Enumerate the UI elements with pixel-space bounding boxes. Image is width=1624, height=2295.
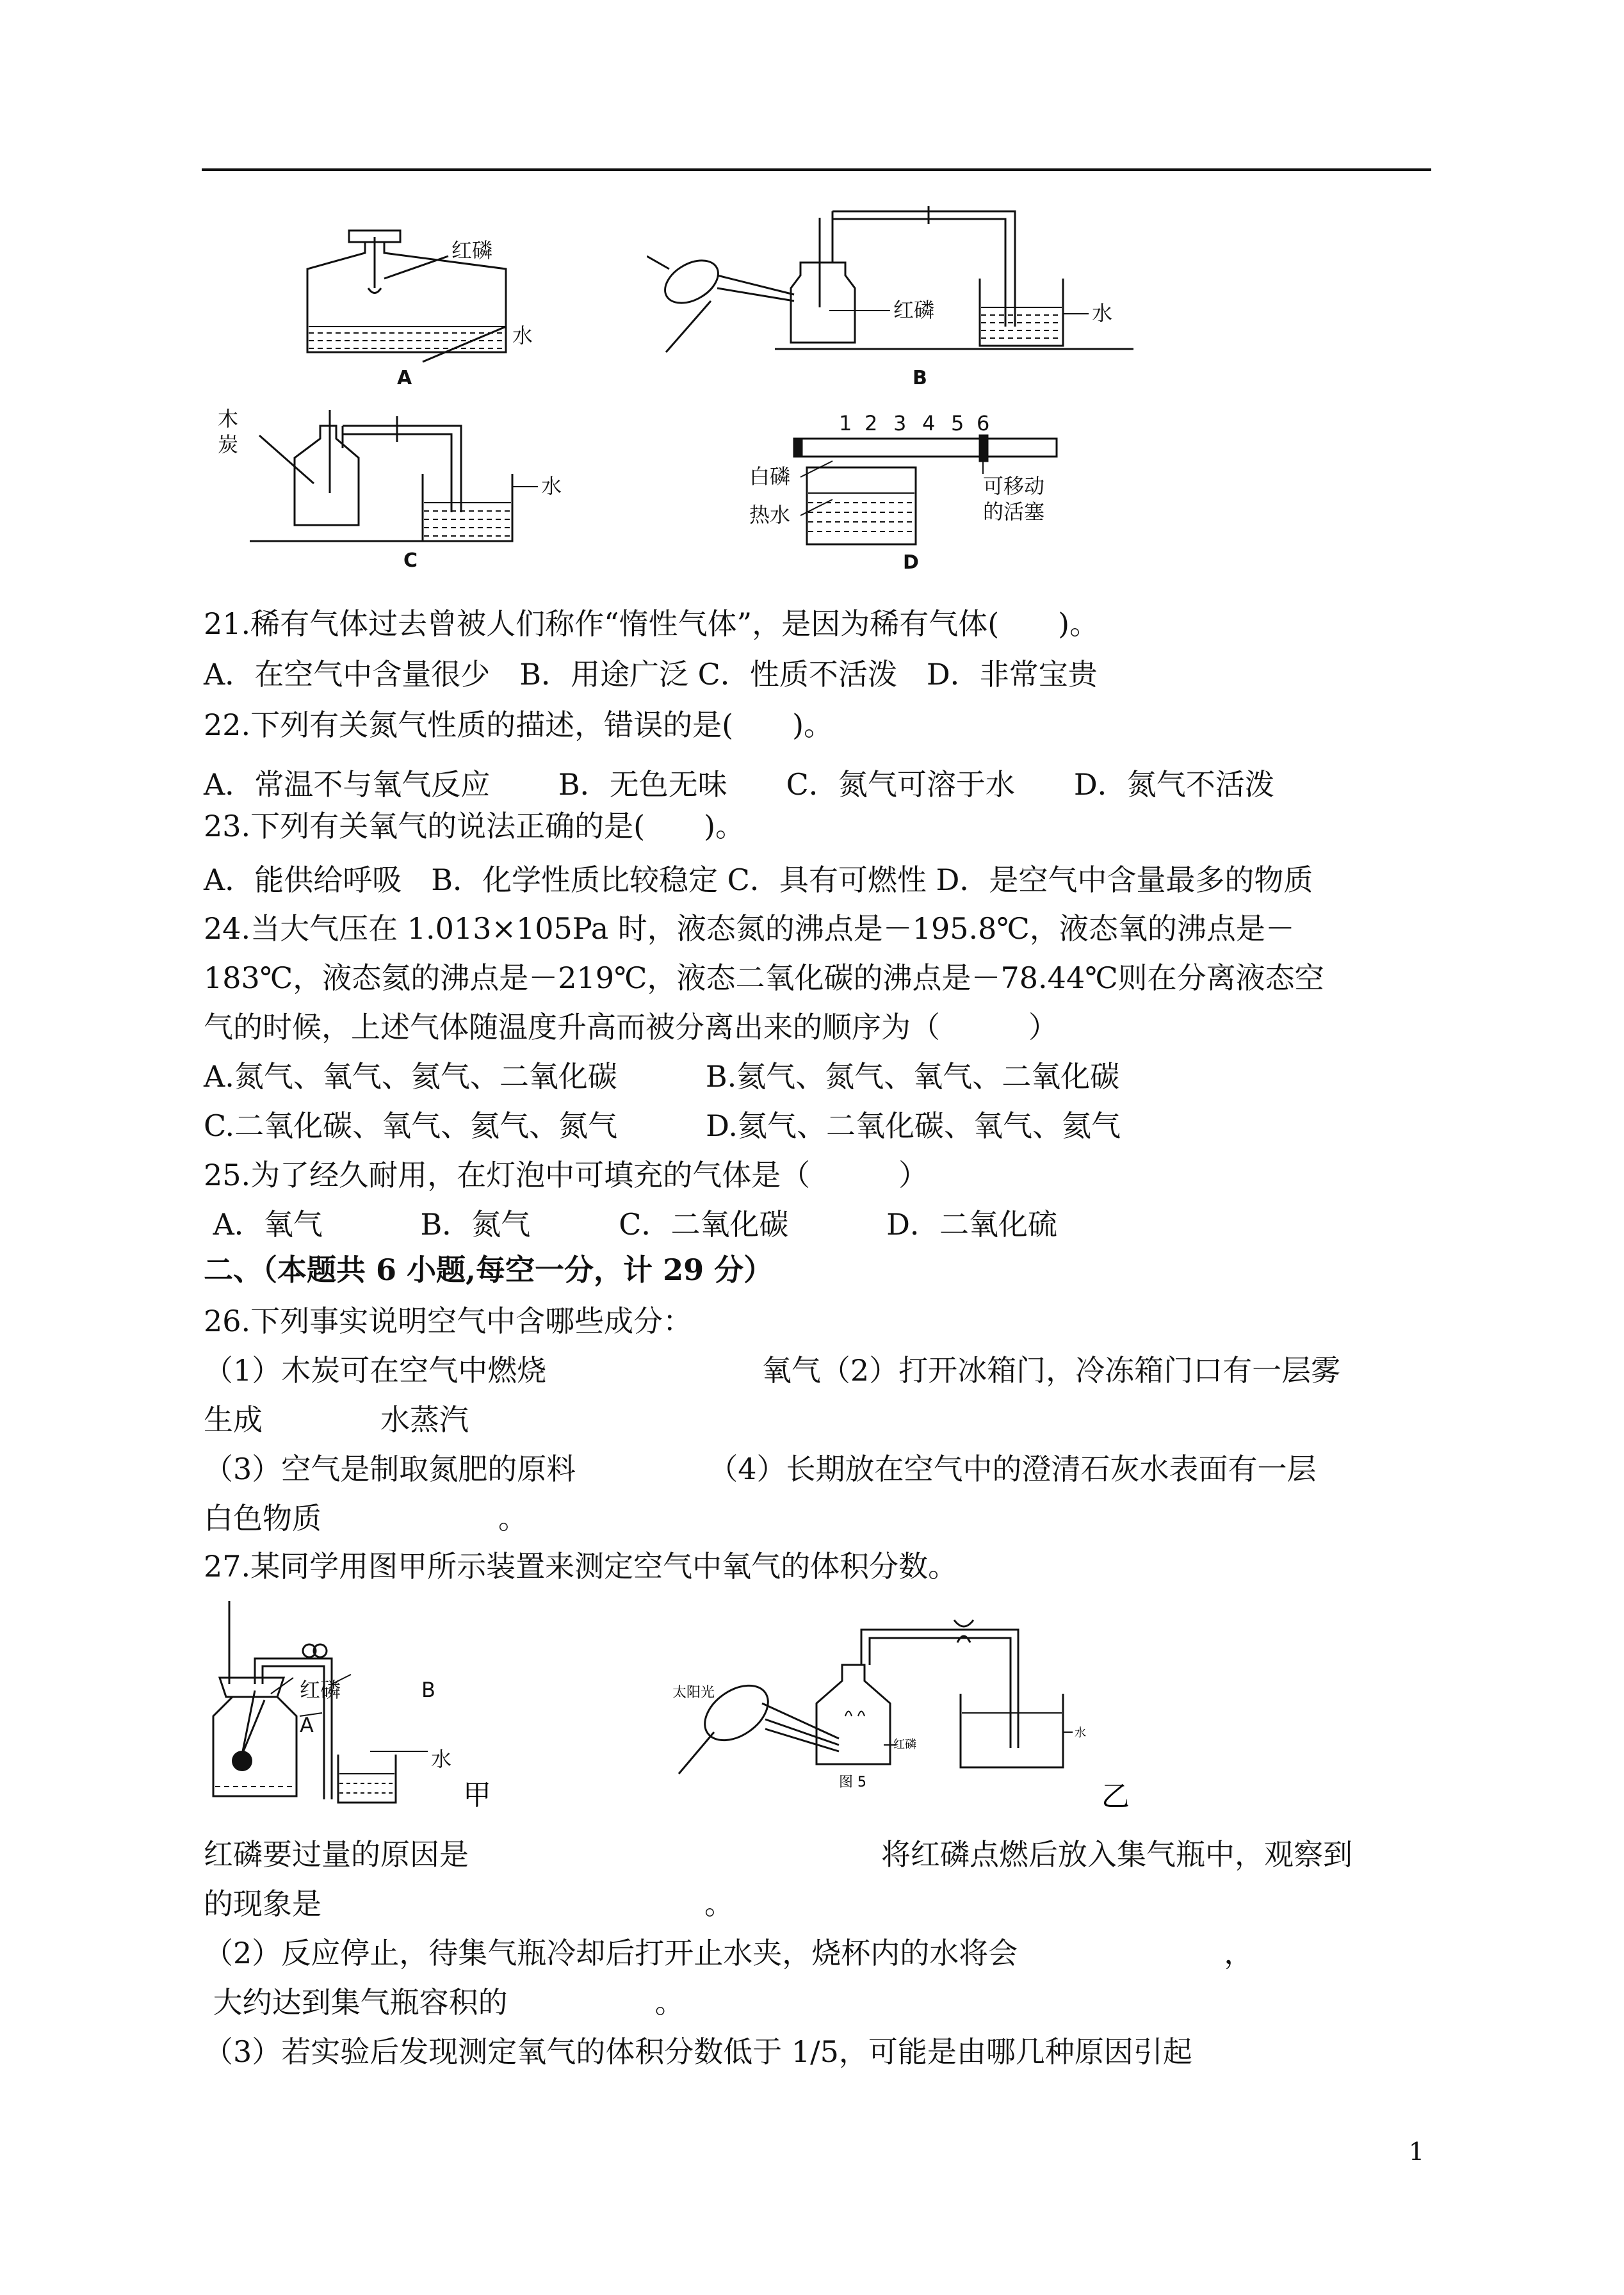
question-24-options-ab: A.氮气、氧气、氦气、二氧化碳 B.氦气、氮气、氧气、二氧化碳 xyxy=(204,1059,1120,1094)
question-26-line-4: 白色物质 。 xyxy=(204,1501,528,1536)
question-24-options-cd: C.二氧化碳、氧气、氦气、氮气 D.氦气、二氧化碳、氧气、氦气 xyxy=(204,1108,1121,1143)
figure-d-scale-3: 3 xyxy=(893,411,907,435)
question-23: 23.下列有关氧气的说法正确的是( )。 xyxy=(204,809,745,843)
question-26: 26.下列事实说明空气中含哪些成分： xyxy=(204,1304,693,1338)
question-23-options: A．能供给呼吸 B．化学性质比较稳定 C．具有可燃性 D．是空气中含量最多的物质 xyxy=(204,863,1313,897)
figure-c-caption: C xyxy=(403,549,418,572)
question-26-line-3: （3）空气是制取氮肥的原料 （4）长期放在空气中的澄清石灰水表面有一层 xyxy=(204,1452,1317,1486)
figure-d-scale-4: 4 xyxy=(922,411,936,435)
question-22: 22.下列有关氮气性质的描述，错误的是( )。 xyxy=(204,708,834,742)
question-26-line-2: 生成 水蒸汽 xyxy=(204,1402,469,1437)
question-24-line-1: 24.当大气压在 1.013×105Pa 时，液态氮的沸点是－195.8℃，液态氧的沸点是－ xyxy=(204,911,1295,946)
figure-c-label-charcoal-1: 木 xyxy=(218,407,239,431)
figure-jia xyxy=(204,1594,511,1812)
figure-d-label-piston-1: 可移动 xyxy=(983,474,1045,498)
question-27-line-4: 大约达到集气瓶容积的 。 xyxy=(204,1985,685,2020)
figure-yi-label-sun: 太阳光 xyxy=(672,1685,715,1701)
question-22-options: A．常温不与氧气反应 B．无色无味 C．氮气可溶于水 D．氮气不活泼 xyxy=(204,767,1274,802)
figure-jia-caption: 甲 xyxy=(463,1779,491,1812)
section-2-heading: 二、（本题共 6 小题,每空一分，计 29 分） xyxy=(204,1253,774,1287)
figure-d xyxy=(736,403,1095,576)
question-25: 25.为了经久耐用，在灯泡中可填充的气体是（ ） xyxy=(204,1158,929,1192)
figure-yi-label-fig: 图 5 xyxy=(839,1774,866,1790)
page-number: 1 xyxy=(1408,2137,1424,2166)
header-rule xyxy=(202,168,1431,171)
question-27-line-1: 红磷要过量的原因是 将红磷点燃后放入集气瓶中，观察到 xyxy=(204,1837,1352,1872)
figure-d-scale-1: 1 xyxy=(839,411,852,435)
figure-jia-label-a: A xyxy=(300,1713,314,1737)
question-27-line-3: （2）反应停止，待集气瓶冷却后打开止水夹，烧杯内的水将会 ， xyxy=(204,1936,1254,1970)
question-27-line-2: 的现象是 。 xyxy=(204,1886,734,1921)
question-24-line-2: 183℃，液态氦的沸点是－219℃，液态二氧化碳的沸点是－78.44℃则在分离液态空 xyxy=(204,961,1324,995)
figure-d-label-piston-2: 的活塞 xyxy=(983,499,1045,524)
figure-yi-label-phosphorus: 红磷 xyxy=(893,1738,916,1751)
figure-a-label-phosphorus: 红磷 xyxy=(451,238,493,263)
question-27: 27.某同学用图甲所示装置来测定空气中氧气的体积分数。 xyxy=(204,1549,958,1584)
figure-d-scale-2: 2 xyxy=(865,411,878,435)
question-24-line-3: 气的时候，上述气体随温度升高而被分离出来的顺序为（ ） xyxy=(204,1010,1058,1044)
figure-d-label-hot-water: 热水 xyxy=(749,503,791,527)
figure-jia-label-water: 水 xyxy=(431,1747,452,1771)
figure-c xyxy=(211,397,608,576)
figure-c-label-water: 水 xyxy=(541,474,562,498)
figure-a-caption: A xyxy=(397,367,412,389)
figure-b-label-water: 水 xyxy=(1092,301,1113,325)
question-21: 21.稀有气体过去曾被人们称作“惰性气体”，是因为稀有气体( )。 xyxy=(204,606,1100,641)
figure-d-scale-5: 5 xyxy=(951,411,964,435)
figure-jia-label-phosphorus: 红磷 xyxy=(300,1678,341,1702)
question-27-line-5: （3）若实验后发现测定氧气的体积分数低于 1/5，可能是由哪几种原因引起 xyxy=(204,2034,1192,2069)
figure-b xyxy=(647,205,1159,391)
figure-a xyxy=(295,218,564,391)
figure-jia-label-b: B xyxy=(421,1678,435,1702)
figure-yi-label-water: 水 xyxy=(1075,1726,1086,1740)
figure-c-label-charcoal-2: 炭 xyxy=(218,432,239,457)
figure-yi xyxy=(672,1594,1140,1812)
question-25-options: A．氧气 B．氮气 C．二氧化碳 D．二氧化硫 xyxy=(204,1207,1057,1242)
question-21-options: A．在空气中含量很少 B．用途广泛 C．性质不活泼 D．非常宝贵 xyxy=(204,657,1098,692)
figure-b-label-phosphorus: 红磷 xyxy=(893,298,935,322)
figure-d-scale-6: 6 xyxy=(977,411,990,435)
figure-d-label-white-phosphorus: 白磷 xyxy=(749,464,791,489)
figure-d-caption: D xyxy=(903,551,919,574)
figure-yi-caption: 乙 xyxy=(1101,1780,1130,1812)
question-26-line-1: （1）木炭可在空气中燃烧 氧气（2）打开冰箱门，冷冻箱门口有一层雾 xyxy=(204,1353,1341,1388)
figure-a-label-water: 水 xyxy=(512,323,533,348)
figure-b-caption: B xyxy=(913,367,927,389)
